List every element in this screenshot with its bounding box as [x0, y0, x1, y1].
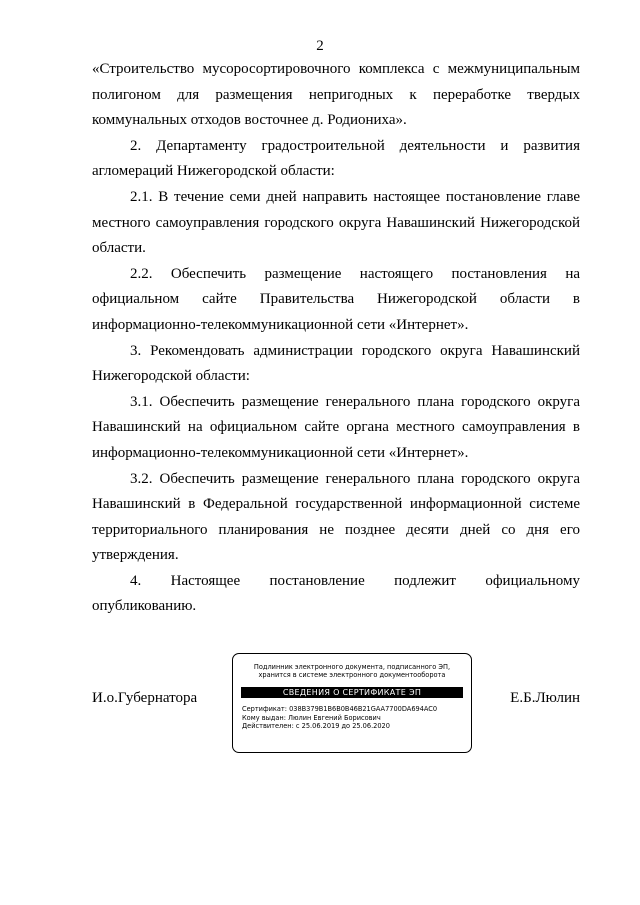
stamp-issued-to: Кому выдан: Люлин Евгений Борисович — [242, 713, 381, 722]
stamp-header — [233, 663, 471, 679]
document-body — [92, 57, 580, 620]
signatory-name: Е.Б.Люлин — [510, 690, 580, 706]
paragraph-3: 3. Рекомендовать администрации городского округа Навашинский Нижегородской области: — [92, 342, 580, 385]
paragraph-3-1: 3.1. Обеспечить размещение генерального плана городского округа Навашинский на официальном сайте органа местного самоуправления в информационно-телекоммуникационной сети «Интернет». — [92, 393, 580, 461]
paragraph-4: 4. Настоящее постановление подлежит официальному опубликованию. — [92, 572, 580, 615]
stamp-validity: Действителен: с 25.06.2019 до 25.06.2020 — [242, 721, 390, 730]
stamp-line-2: хранится в системе электронного документооборота — [258, 671, 446, 680]
paragraph-1-continuation: «Строительство мусоросортировочного комплекса с межмуниципальным полигоном для размещения непригодных к переработке твердых коммунальных отходов восточнее д. Родиониха». — [92, 61, 580, 129]
paragraph-2: 2. Департаменту градостроительной деятельности и развития агломераций Нижегородской области: — [92, 137, 580, 180]
stamp-line-1: Подлинник электронного документа, подписанного ЭП, — [253, 663, 451, 671]
electronic-signature-stamp — [232, 653, 472, 753]
paragraph-2-2: 2.2. Обеспечить размещение настоящего постановления на официальном сайте Правительства Нижегородской области в информационно-телекоммуникационной сети «Интернет». — [92, 265, 580, 333]
stamp-certificate: Сертификат: 038B379B1B6B0B46B21GAA7700DA694AC0 — [242, 705, 438, 714]
signatory-position: И.о.Губернатора — [92, 690, 198, 706]
stamp-details — [242, 705, 471, 730]
stamp-title: СВЕДЕНИЯ О СЕРТИФИКАТЕ ЭП — [241, 687, 463, 698]
paragraph-3-2: 3.2. Обеспечить размещение генерального плана городского округа Навашинский в Федеральной государственной информационной системе территориального планирования не позднее десяти дней со дня его утверждения. — [92, 470, 580, 564]
page-number: 2 — [316, 38, 324, 54]
paragraph-2-1: 2.1. В течение семи дней направить настоящее постановление главе местного самоуправления городского округа Навашинский Нижегородской области. — [92, 188, 580, 257]
